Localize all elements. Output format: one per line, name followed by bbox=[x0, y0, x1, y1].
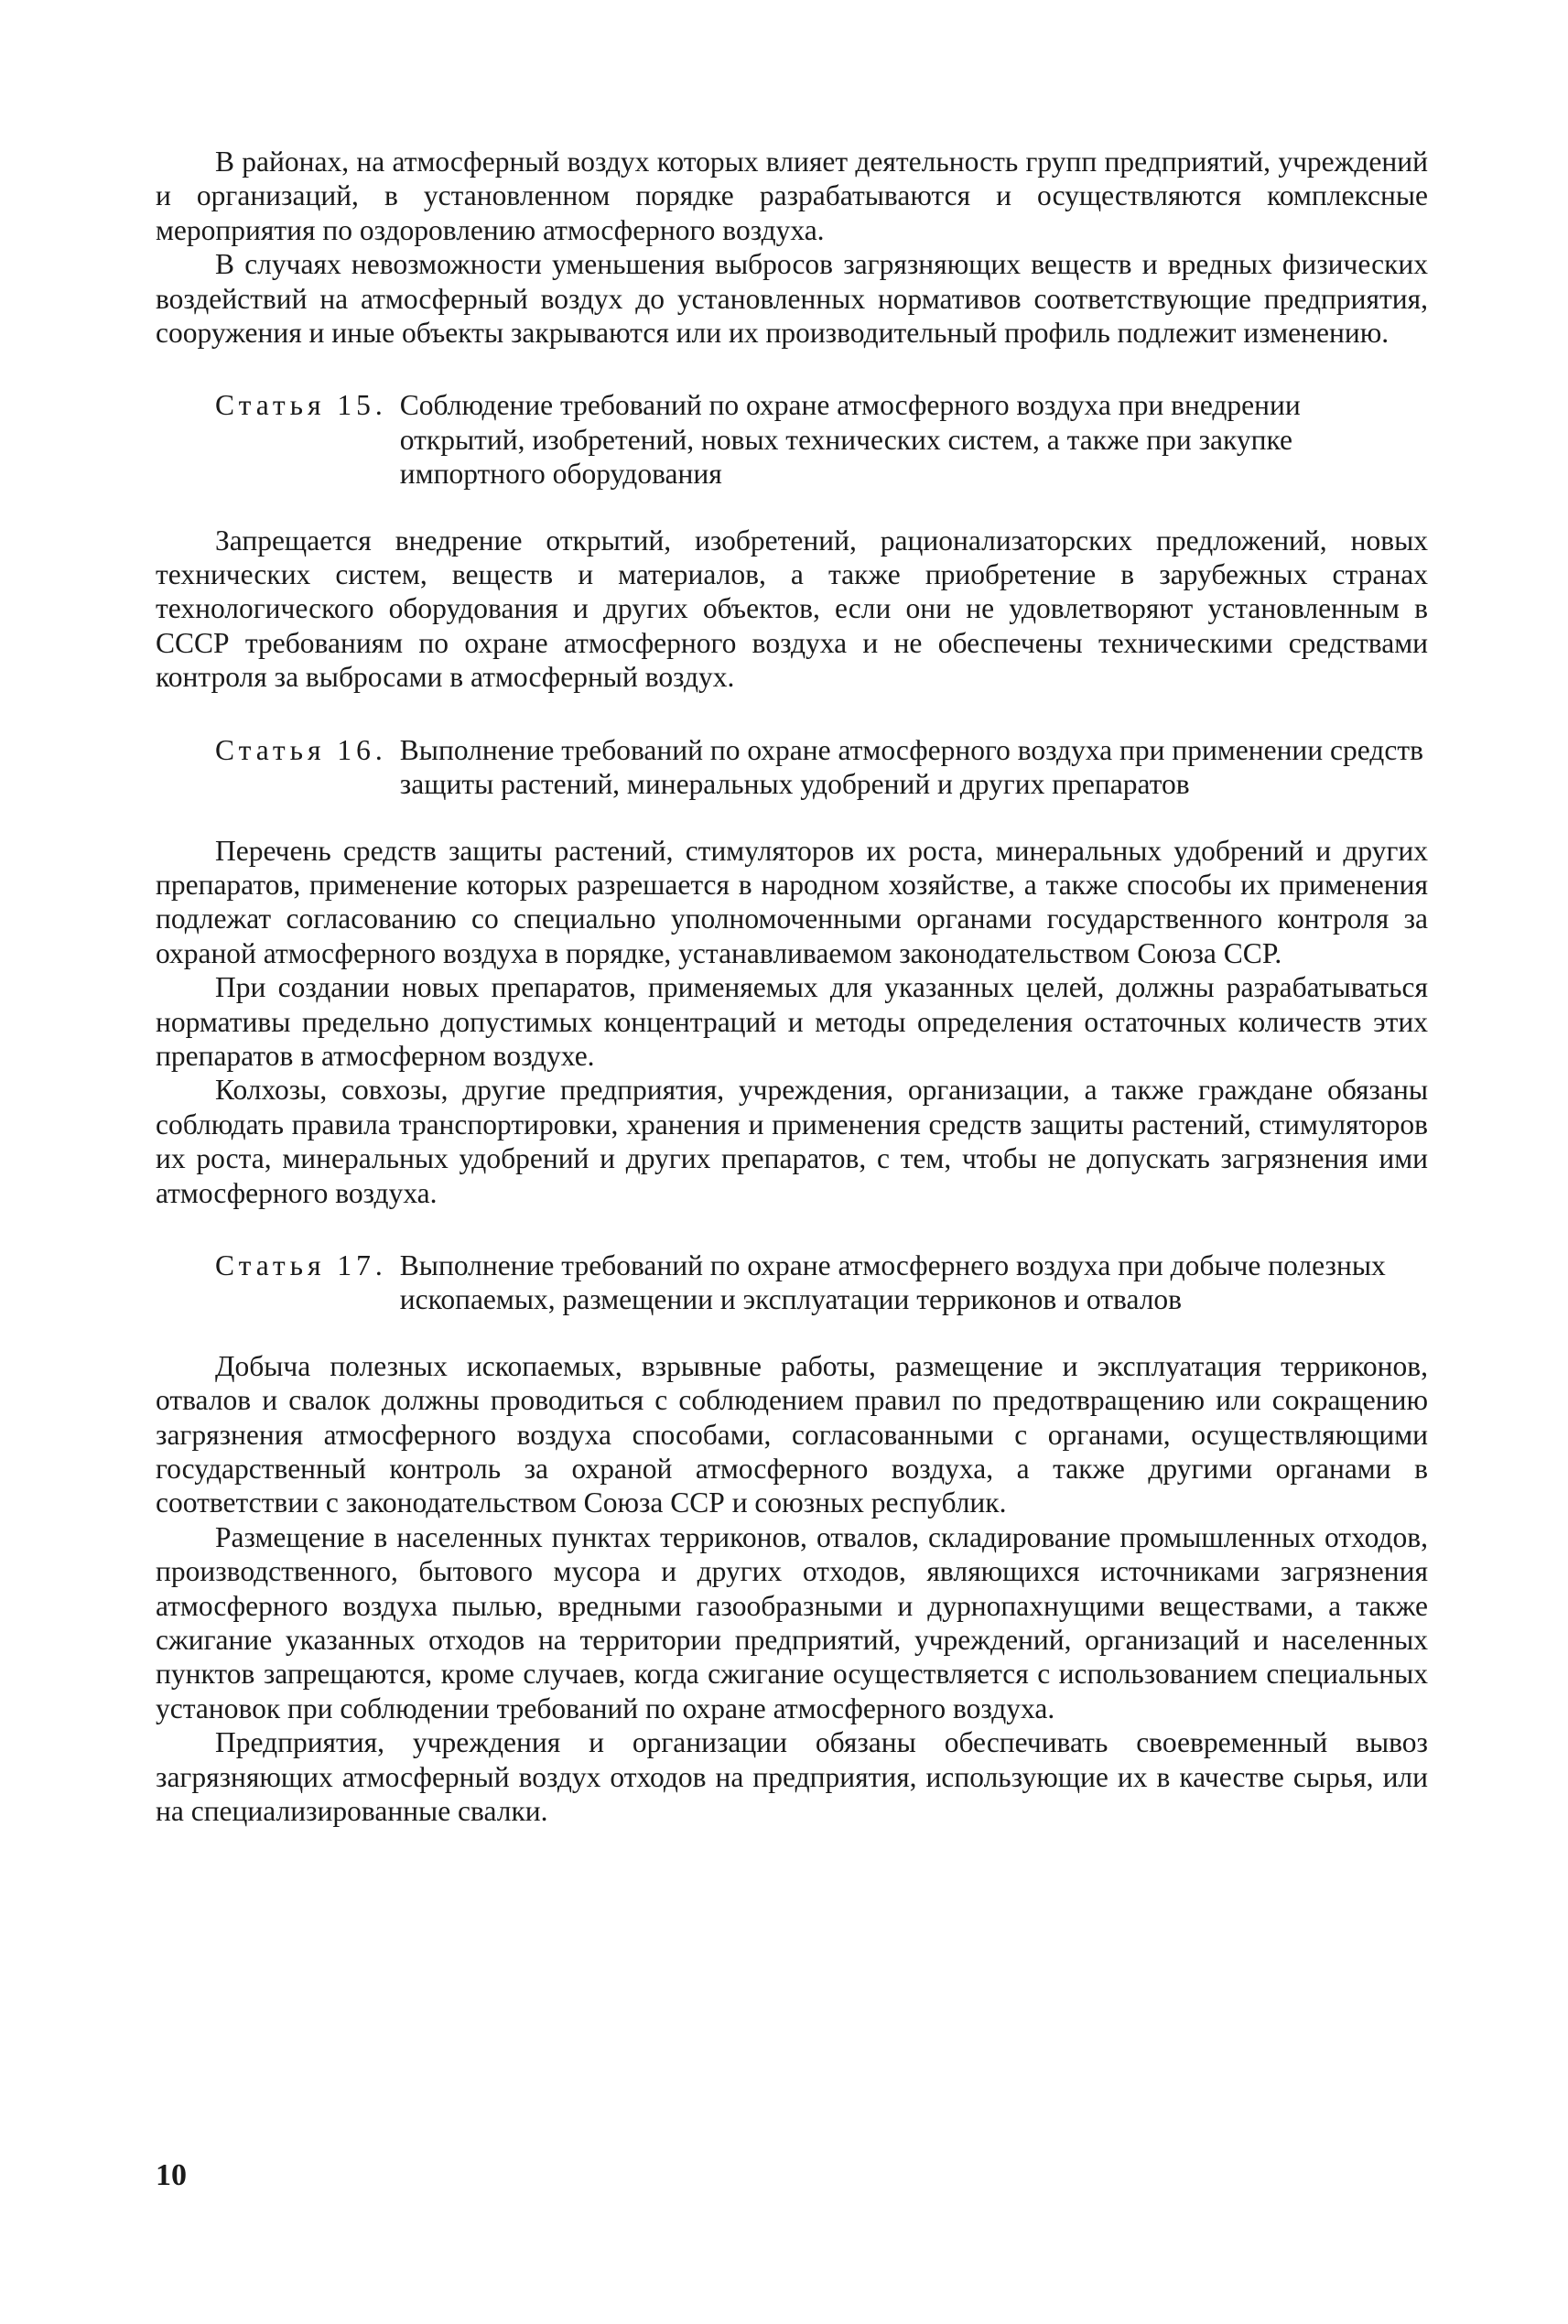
article-16-paragraph-2: При создании новых препаратов, применяемых для указанных целей, должны разрабатываться нормативы предельно допустимых концентраций и методы определения остаточных количеств этих препаратов в атмосферном воздухе. bbox=[156, 971, 1428, 1072]
article-15-heading bbox=[215, 388, 1428, 491]
article-17-paragraph-1: Добыча полезных ископаемых, взрывные работы, размещение и эксплуатация терриконов, отвалов и свалок должны проводиться с соблюдением правил по предотвращению или сокращению загрязнения атмосферного воздуха способами, согласованными с органами, осуществляющими государственный контроль за охраной атмосферного воздуха, а также другими органами в соответствии с законодательством Союза ССР и союзных республик. bbox=[156, 1349, 1428, 1519]
article-16-title: Выполнение требований по охране атмосферного воздуха при применении средств защиты растений, минеральных удобрений и других препаратов bbox=[399, 733, 1423, 801]
article-15-label: Статья 15. bbox=[215, 389, 387, 422]
article-15-title: Соблюдение требований по охране атмосферного воздуха при внедрении открытий, изобретений, новых технических систем, а также при закупке импортного оборудования bbox=[399, 389, 1301, 491]
intro-paragraph-1: В районах, на атмосферный воздух которых влияет деятельность групп предприятий, учреждений и организаций, в установленном порядке разрабатываются и осуществляются комплексные мероприятия по оздоровлению атмосферного воздуха. bbox=[156, 146, 1428, 246]
article-15-paragraph-1: Запрещается внедрение открытий, изобретений, рационализаторских предложений, новых технических систем, веществ и материалов, а также приобретение в зарубежных странах технологического оборудования и других объектов, если они не удовлетворяют установленным в СССР требованиям по охране атмосферного воздуха и не обеспечены техническими средствами контроля за выбросами в атмосферный воздух. bbox=[156, 524, 1428, 694]
document-page bbox=[156, 145, 1428, 1828]
article-16-heading bbox=[215, 733, 1428, 802]
article-17-heading bbox=[215, 1248, 1428, 1317]
article-16-paragraph-1: Перечень средств защиты растений, стимуляторов их роста, минеральных удобрений и других препаратов, применение которых разрешается в народном хозяйстве, а также способы их применения подлежат согласованию со специально уполномоченными органами государственного контроля за охраной атмосферного воздуха в порядке, устанавливаемом законодательством Союза ССР. bbox=[156, 834, 1428, 969]
article-17-title: Выполнение требований по охране атмосфернего воздуха при добыче полезных ископаемых, размещении и эксплуатации терриконов и отвалов bbox=[399, 1248, 1386, 1316]
article-17-label: Статья 17. bbox=[215, 1248, 387, 1281]
article-16-paragraph-3: Колхозы, совхозы, другие предприятия, учреждения, организации, а также граждане обязаны соблюдать правила транспортировки, хранения и применения средств защиты растений, стимуляторов их роста, минеральных удобрений и других препаратов, с тем, чтобы не допускать загрязнения ими атмосферного воздуха. bbox=[156, 1074, 1428, 1209]
article-16-label: Статья 16. bbox=[215, 733, 387, 766]
intro-paragraph-2: В случаях невозможности уменьшения выбросов загрязняющих веществ и вредных физических воздействий на атмосферный воздух до установленных нормативов соответствующие предприятия, сооружения и иные объекты закрываются или их производительный профиль подлежит изменению. bbox=[156, 248, 1428, 350]
article-17-paragraph-3: Предприятия, учреждения и организации обязаны обеспечивать своевременный вывоз загрязняющих атмосферный воздух отходов на предприятия, использующие их в качестве сырья, или на специализированные свалки. bbox=[156, 1726, 1428, 1828]
page-number: 10 bbox=[156, 2158, 187, 2192]
article-17-paragraph-2: Размещение в населенных пунктах терриконов, отвалов, складирование промышленных отходов, производственного, бытового мусора и других отходов, являющихся источниками загрязнения атмосферного воздуха пылью, вредными газообразными и дурнопахнущими веществами, а также сжигание указанных отходов на территории предприятий, учреждений, организаций и населенных пунктов запрещаются, кроме случаев, когда сжигание осуществляется с использованием специальных установок при соблюдении требований по охране атмосферного воздуха. bbox=[156, 1520, 1428, 1724]
